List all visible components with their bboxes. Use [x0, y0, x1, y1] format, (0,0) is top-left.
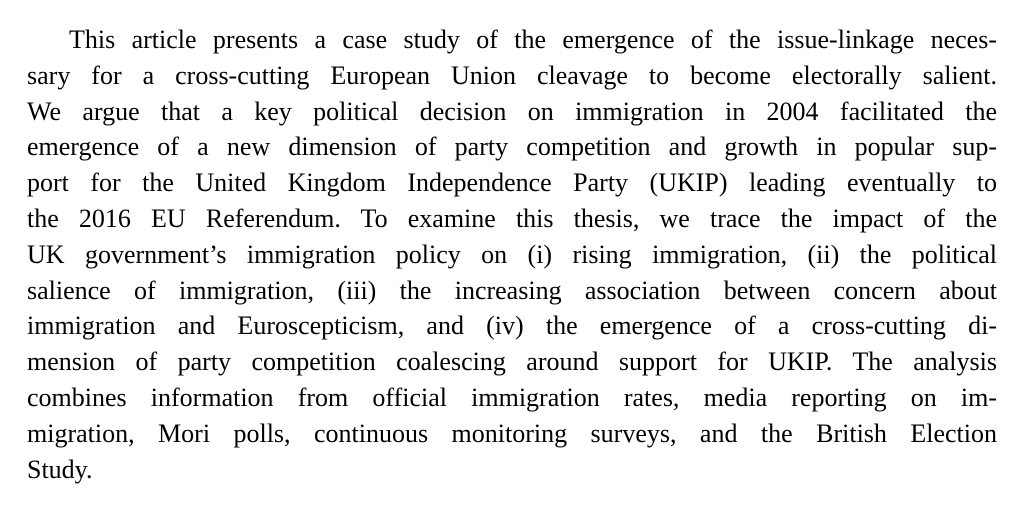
abstract-line: salience of immigration, (iii) the increasing association between concern about: [27, 275, 997, 305]
abstract-line: immigration and Euroscepticism, and (iv) the emergence of a cross-cutting di-: [27, 311, 997, 341]
abstract-paragraph: [27, 22, 997, 487]
abstract-line: Study.: [27, 454, 93, 484]
abstract-line: combines information from official immigration rates, media reporting on im-: [27, 382, 997, 412]
abstract-line: the 2016 EU Referendum. To examine this thesis, we trace the impact of the: [27, 203, 997, 233]
abstract-line: port for the United Kingdom Independence Party (UKIP) leading eventually to: [27, 168, 997, 198]
abstract-line: We argue that a key political decision on immigration in 2004 facilitated the: [27, 96, 997, 126]
abstract-line: mension of party competition coalescing around support for UKIP. The analysis: [27, 347, 997, 377]
abstract-line: UK government’s immigration policy on (i) rising immigration, (ii) the political: [27, 239, 997, 269]
abstract-line: emergence of a new dimension of party competition and growth in popular sup-: [27, 132, 997, 162]
abstract-line: This article presents a case study of the emergence of the issue-linkage neces-: [69, 25, 997, 54]
abstract-line: sary for a cross-cutting European Union cleavage to become electorally salient.: [27, 60, 997, 90]
abstract-line: migration, Mori polls, continuous monitoring surveys, and the British Election: [27, 418, 997, 448]
